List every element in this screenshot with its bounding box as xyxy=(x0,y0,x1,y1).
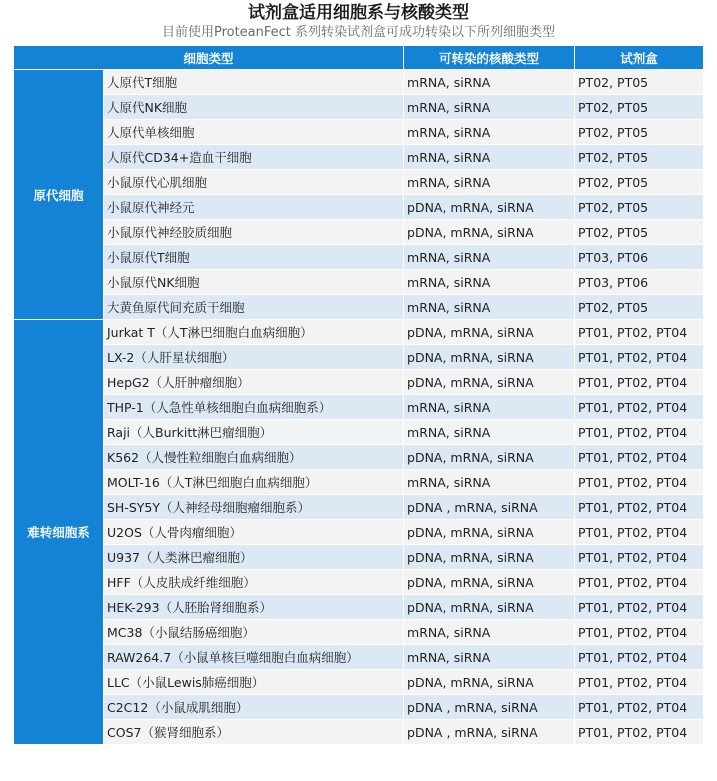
table-row xyxy=(14,470,704,495)
header-kit: 试剂盒 xyxy=(575,46,704,70)
kit-cell: PT01, PT02, PT04 xyxy=(575,720,704,745)
table-row xyxy=(14,245,704,270)
cell-type-cell: 小鼠原代NK细胞 xyxy=(104,270,404,295)
nucleic-type-cell: mRNA, siRNA xyxy=(404,245,575,270)
cell-type-cell: U2OS（人骨肉瘤细胞） xyxy=(104,520,404,545)
header-nucleic-type: 可转染的核酸类型 xyxy=(404,46,575,70)
nucleic-type-cell: mRNA, siRNA xyxy=(404,620,575,645)
nucleic-type-cell: mRNA, siRNA xyxy=(404,120,575,145)
cell-type-cell: 小鼠原代神经胶质细胞 xyxy=(104,220,404,245)
table-row xyxy=(14,645,704,670)
table-row xyxy=(14,70,704,95)
cell-type-cell: Raji（人Burkitt淋巴瘤细胞） xyxy=(104,420,404,445)
table-row xyxy=(14,195,704,220)
nucleic-type-cell: mRNA, siRNA xyxy=(404,70,575,95)
nucleic-type-cell: mRNA, siRNA xyxy=(404,395,575,420)
table-row xyxy=(14,145,704,170)
kit-cell: PT01, PT02, PT04 xyxy=(575,645,704,670)
cell-type-cell: 大黄鱼原代间充质干细胞 xyxy=(104,295,404,320)
cell-type-cell: LX-2（人肝星状细胞） xyxy=(104,345,404,370)
kit-cell: PT02, PT05 xyxy=(575,95,704,120)
nucleic-type-cell: pDNA, mRNA, siRNA xyxy=(404,570,575,595)
table-row xyxy=(14,695,704,720)
table-header-row xyxy=(14,46,704,70)
table-row xyxy=(14,570,704,595)
kit-cell: PT01, PT02, PT04 xyxy=(575,345,704,370)
nucleic-type-cell: pDNA, mRNA, siRNA xyxy=(404,670,575,695)
nucleic-type-cell: pDNA, mRNA, siRNA xyxy=(404,445,575,470)
cell-type-cell: HFF（人皮肤成纤维细胞） xyxy=(104,570,404,595)
kit-cell: PT02, PT05 xyxy=(575,120,704,145)
nucleic-type-cell: pDNA , mRNA, siRNA xyxy=(404,720,575,745)
cell-type-cell: HEK-293（人胚胎肾细胞系） xyxy=(104,595,404,620)
table-row xyxy=(14,220,704,245)
table-row xyxy=(14,545,704,570)
table-row xyxy=(14,345,704,370)
kit-cell: PT01, PT02, PT04 xyxy=(575,370,704,395)
nucleic-type-cell: pDNA , mRNA, siRNA xyxy=(404,495,575,520)
kit-cell: PT02, PT05 xyxy=(575,170,704,195)
table-row xyxy=(14,320,704,345)
kit-cell: PT01, PT02, PT04 xyxy=(575,695,704,720)
kit-cell: PT01, PT02, PT04 xyxy=(575,445,704,470)
nucleic-type-cell: pDNA, mRNA, siRNA xyxy=(404,520,575,545)
kit-cell: PT01, PT02, PT04 xyxy=(575,670,704,695)
table-row xyxy=(14,495,704,520)
nucleic-type-cell: mRNA, siRNA xyxy=(404,145,575,170)
cell-type-cell: Jurkat T（人T淋巴细胞白血病细胞） xyxy=(104,320,404,345)
nucleic-type-cell: mRNA, siRNA xyxy=(404,420,575,445)
kit-cell: PT01, PT02, PT04 xyxy=(575,395,704,420)
table-row xyxy=(14,520,704,545)
nucleic-type-cell: mRNA, siRNA xyxy=(404,470,575,495)
category-label: 原代细胞 xyxy=(14,70,104,320)
kit-cell: PT02, PT05 xyxy=(575,145,704,170)
table-row xyxy=(14,170,704,195)
kit-cell: PT01, PT02, PT04 xyxy=(575,495,704,520)
cell-type-cell: 人原代CD34+造血干细胞 xyxy=(104,145,404,170)
table-row xyxy=(14,720,704,745)
cell-type-cell: 人原代NK细胞 xyxy=(104,95,404,120)
kit-cell: PT01, PT02, PT04 xyxy=(575,545,704,570)
kit-cell: PT03, PT06 xyxy=(575,270,704,295)
cell-type-cell: SH-SY5Y（人神经母细胞瘤细胞系） xyxy=(104,495,404,520)
table-row xyxy=(14,395,704,420)
page-subtitle: 目前使用ProteanFect 系列转染试剂盒可成功转染以下所列细胞类型 xyxy=(161,25,556,40)
nucleic-type-cell: pDNA, mRNA, siRNA xyxy=(404,370,575,395)
cell-type-cell: MC38（小鼠结肠癌细胞） xyxy=(104,620,404,645)
cell-type-cell: THP-1（人急性单核细胞白血病细胞系） xyxy=(104,395,404,420)
cell-type-cell: K562（人慢性粒细胞白血病细胞） xyxy=(104,445,404,470)
cell-type-cell: COS7（猴肾细胞系） xyxy=(104,720,404,745)
nucleic-type-cell: pDNA, mRNA, siRNA xyxy=(404,320,575,345)
kit-cell: PT03, PT06 xyxy=(575,245,704,270)
cell-type-cell: 人原代T细胞 xyxy=(104,70,404,95)
nucleic-type-cell: pDNA, mRNA, siRNA xyxy=(404,195,575,220)
cell-type-cell: 小鼠原代T细胞 xyxy=(104,245,404,270)
kit-cell: PT01, PT02, PT04 xyxy=(575,420,704,445)
nucleic-type-cell: pDNA, mRNA, siRNA xyxy=(404,595,575,620)
nucleic-type-cell: pDNA, mRNA, siRNA xyxy=(404,545,575,570)
nucleic-type-cell: mRNA, siRNA xyxy=(404,645,575,670)
table-row xyxy=(14,445,704,470)
kit-cell: PT02, PT05 xyxy=(575,295,704,320)
cell-type-cell: LLC（小鼠Lewis肺癌细胞） xyxy=(104,670,404,695)
kit-cell: PT02, PT05 xyxy=(575,195,704,220)
page-title: 试剂盒适用细胞系与核酸类型 xyxy=(248,3,469,23)
nucleic-type-cell: mRNA, siRNA xyxy=(404,170,575,195)
kit-cell: PT01, PT02, PT04 xyxy=(575,570,704,595)
table-row xyxy=(14,370,704,395)
nucleic-type-cell: pDNA, mRNA, siRNA xyxy=(404,220,575,245)
cell-type-cell: RAW264.7（小鼠单核巨噬细胞白血病细胞） xyxy=(104,645,404,670)
nucleic-type-cell: mRNA, siRNA xyxy=(404,95,575,120)
nucleic-type-cell: pDNA , mRNA, siRNA xyxy=(404,695,575,720)
table-row xyxy=(14,595,704,620)
kit-cell: PT02, PT05 xyxy=(575,70,704,95)
cell-type-cell: 人原代单核细胞 xyxy=(104,120,404,145)
cell-type-cell: U937（人类淋巴瘤细胞） xyxy=(104,545,404,570)
kit-cell: PT01, PT02, PT04 xyxy=(575,320,704,345)
nucleic-type-cell: mRNA, siRNA xyxy=(404,270,575,295)
table-body xyxy=(14,70,704,745)
table-row xyxy=(14,95,704,120)
cell-type-cell: C2C12（小鼠成肌细胞） xyxy=(104,695,404,720)
cell-type-cell: HepG2（人肝肿瘤细胞） xyxy=(104,370,404,395)
category-label: 难转细胞系 xyxy=(14,320,104,745)
header-cell-type: 细胞类型 xyxy=(14,46,404,70)
kit-cell: PT01, PT02, PT04 xyxy=(575,520,704,545)
cell-compatibility-table xyxy=(13,45,704,745)
kit-cell: PT02, PT05 xyxy=(575,220,704,245)
table-row xyxy=(14,120,704,145)
cell-type-cell: 小鼠原代神经元 xyxy=(104,195,404,220)
nucleic-type-cell: mRNA, siRNA xyxy=(404,295,575,320)
table-row xyxy=(14,295,704,320)
nucleic-type-cell: pDNA, mRNA, siRNA xyxy=(404,345,575,370)
table-row xyxy=(14,620,704,645)
kit-cell: PT01, PT02, PT04 xyxy=(575,620,704,645)
cell-type-cell: 小鼠原代心肌细胞 xyxy=(104,170,404,195)
kit-cell: PT01, PT02, PT04 xyxy=(575,470,704,495)
table-row xyxy=(14,670,704,695)
kit-cell: PT01, PT02, PT04 xyxy=(575,595,704,620)
cell-type-cell: MOLT-16（人T淋巴细胞白血病细胞） xyxy=(104,470,404,495)
table-row xyxy=(14,270,704,295)
table-row xyxy=(14,420,704,445)
